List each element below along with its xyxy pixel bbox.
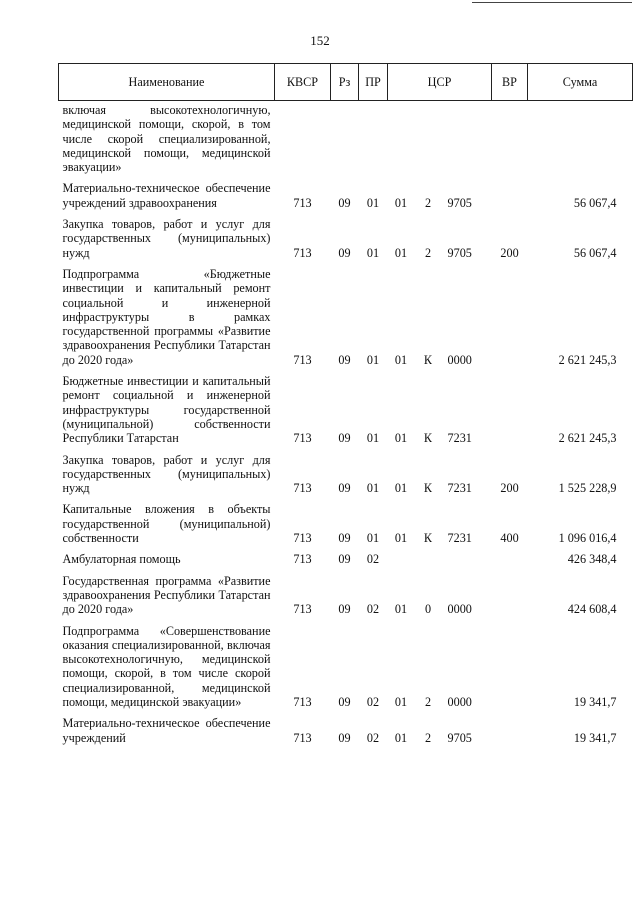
- table-row: [59, 215, 633, 265]
- cell-csr1: 01: [394, 481, 408, 496]
- cell-csr3: 7231: [447, 481, 472, 496]
- cell-csr3: [442, 101, 492, 180]
- table-row: [59, 622, 633, 715]
- table-row: [59, 101, 633, 180]
- table-row: [59, 714, 633, 750]
- cell-sum: 56 067,4: [573, 245, 617, 260]
- cell-csr2: [415, 550, 442, 571]
- cell-pr: 01: [366, 245, 380, 260]
- cell-vr: 200: [500, 481, 519, 496]
- cell-sum: 426 348,4: [567, 552, 617, 567]
- cell-csr2: К: [423, 431, 433, 446]
- cell-csr3: 7231: [447, 531, 472, 546]
- cell-sum: 56 067,4: [573, 195, 617, 210]
- cell-csr2: 2: [424, 694, 432, 709]
- header-sum: Сумма: [528, 64, 633, 101]
- cell-csr1: 01: [394, 431, 408, 446]
- cell-rz: [331, 101, 359, 180]
- cell-pr: [359, 101, 388, 180]
- table-row: [59, 451, 633, 501]
- cell-name: Подпрограмма «Бюджетные инвестиции и капитальный ремонт социальной и инженерной инфраструктуры в рамках государственной программы «Развитие здравоохранения Республики Татарстан до 2020 года»: [62, 266, 271, 367]
- cell-rz: 09: [338, 195, 351, 210]
- cell-sum: 1 096 016,4: [558, 531, 617, 546]
- cell-pr: 02: [366, 730, 380, 745]
- cell-csr1: 01: [394, 195, 408, 210]
- table-row: [59, 179, 633, 215]
- cell-vr: 200: [500, 245, 519, 260]
- cell-vr: [492, 714, 528, 750]
- cell-rz: 09: [338, 352, 351, 367]
- cell-csr1: 01: [394, 352, 408, 367]
- cell-kvsr: 713: [293, 602, 312, 617]
- cell-rz: 09: [338, 730, 351, 745]
- cell-kvsr: 713: [293, 552, 312, 567]
- cell-sum: 2 621 245,3: [558, 352, 617, 367]
- cell-csr2: 2: [424, 245, 432, 260]
- cell-sum: 424 608,4: [567, 602, 617, 617]
- cell-pr: 02: [366, 694, 380, 709]
- cell-name: Амбулаторная помощь: [62, 552, 181, 567]
- cell-csr2: К: [423, 531, 433, 546]
- cell-vr: [492, 101, 528, 180]
- cell-name: Государственная программа «Развитие здравоохранения Республики Татарстан до 2020 года»: [62, 573, 271, 617]
- cell-vr: 400: [500, 531, 519, 546]
- cell-kvsr: 713: [293, 352, 312, 367]
- cell-csr2: К: [423, 352, 433, 367]
- cell-csr3: 0000: [447, 352, 472, 367]
- header-rz: Рз: [331, 64, 359, 101]
- cell-kvsr: 713: [293, 431, 312, 446]
- cell-csr1: [388, 101, 415, 180]
- cell-rz: 09: [338, 481, 351, 496]
- cell-vr: [492, 572, 528, 622]
- cell-sum: 2 621 245,3: [558, 431, 617, 446]
- cell-name: Материально-техническое обеспечение учреждений здравоохранения: [62, 181, 271, 210]
- header-pr: ПР: [359, 64, 388, 101]
- cell-kvsr: 713: [293, 481, 312, 496]
- cell-vr: [492, 265, 528, 372]
- cell-pr: 02: [366, 602, 380, 617]
- cell-csr2: К: [423, 481, 433, 496]
- cell-csr2: 0: [424, 602, 432, 617]
- cell-sum: 1 525 228,9: [558, 481, 617, 496]
- budget-table: [58, 63, 633, 750]
- cell-vr: [492, 179, 528, 215]
- cell-pr: 01: [366, 481, 380, 496]
- cell-csr1: [388, 550, 415, 571]
- cell-name: Капитальные вложения в объекты государственной (муниципальной) собственности: [62, 502, 271, 546]
- table-header-row: [59, 64, 633, 101]
- table-row: [59, 372, 633, 450]
- page-number: 152: [310, 33, 330, 48]
- cell-vr: [492, 372, 528, 450]
- cell-kvsr: 713: [293, 531, 312, 546]
- cell-pr: 01: [366, 431, 380, 446]
- cell-rz: 09: [338, 552, 351, 567]
- table-row: [59, 572, 633, 622]
- cell-csr1: 01: [394, 245, 408, 260]
- cell-csr3: 9705: [447, 195, 472, 210]
- cell-kvsr: 713: [293, 195, 312, 210]
- cell-csr2: 2: [424, 195, 432, 210]
- cell-pr: 02: [366, 552, 380, 567]
- cell-csr2: 2: [424, 730, 432, 745]
- cell-name: включая высокотехнологичную, медицинской помощи, скорой, в том числе скорой специализированной, медицинской помощи, медицинской эвакуации»: [62, 103, 271, 175]
- cell-sum: 19 341,7: [573, 694, 617, 709]
- cell-csr3: 9705: [447, 245, 472, 260]
- cell-pr: 01: [366, 531, 380, 546]
- cell-rz: 09: [338, 694, 351, 709]
- cell-csr3: 0000: [447, 694, 472, 709]
- cell-kvsr: 713: [293, 245, 312, 260]
- cell-csr3: 7231: [447, 431, 472, 446]
- cell-pr: 01: [366, 352, 380, 367]
- header-kvsr: КВСР: [275, 64, 331, 101]
- cell-csr2: [415, 101, 442, 180]
- cell-kvsr: 713: [293, 730, 312, 745]
- cell-sum: [528, 101, 633, 180]
- cell-rz: 09: [338, 245, 351, 260]
- cell-csr1: 01: [394, 531, 408, 546]
- cell-sum: 19 341,7: [573, 730, 617, 745]
- cell-csr1: 01: [394, 694, 408, 709]
- cell-csr3: 9705: [447, 730, 472, 745]
- cell-csr1: 01: [394, 730, 408, 745]
- table-row: [59, 265, 633, 372]
- cell-rz: 09: [338, 431, 351, 446]
- table-row: [59, 500, 633, 550]
- cell-csr3: 0000: [447, 602, 472, 617]
- cell-name: Подпрограмма «Совершенствование оказания специализированной, включая высокотехнологичную, медицинской помощи, скорой, в том числе скорой специализированной, медицинской помощи, медицинской эвакуации»: [62, 623, 271, 709]
- cell-vr: [492, 550, 528, 571]
- cell-rz: 09: [338, 531, 351, 546]
- cell-csr1: 01: [394, 602, 408, 617]
- cell-kvsr: [275, 101, 331, 180]
- cell-kvsr: 713: [293, 694, 312, 709]
- table-row: [59, 550, 633, 571]
- cell-pr: 01: [366, 195, 380, 210]
- cell-rz: 09: [338, 602, 351, 617]
- cell-name: Закупка товаров, работ и услуг для государственных (муниципальных) нужд: [62, 217, 271, 260]
- top-rule: [472, 2, 632, 3]
- cell-name: Бюджетные инвестиции и капитальный ремонт социальной и инженерной инфраструктуры государственной (муниципальной) собственности Республики Татарстан: [62, 374, 271, 446]
- header-name: Наименование: [59, 64, 275, 101]
- header-vr: ВР: [492, 64, 528, 101]
- cell-csr3: [442, 550, 492, 571]
- header-csr: ЦСР: [388, 64, 492, 101]
- cell-name: Закупка товаров, работ и услуг для государственных (муниципальных) нужд: [62, 452, 271, 496]
- cell-vr: [492, 622, 528, 715]
- cell-name: Материально-техническое обеспечение учреждений: [62, 716, 271, 745]
